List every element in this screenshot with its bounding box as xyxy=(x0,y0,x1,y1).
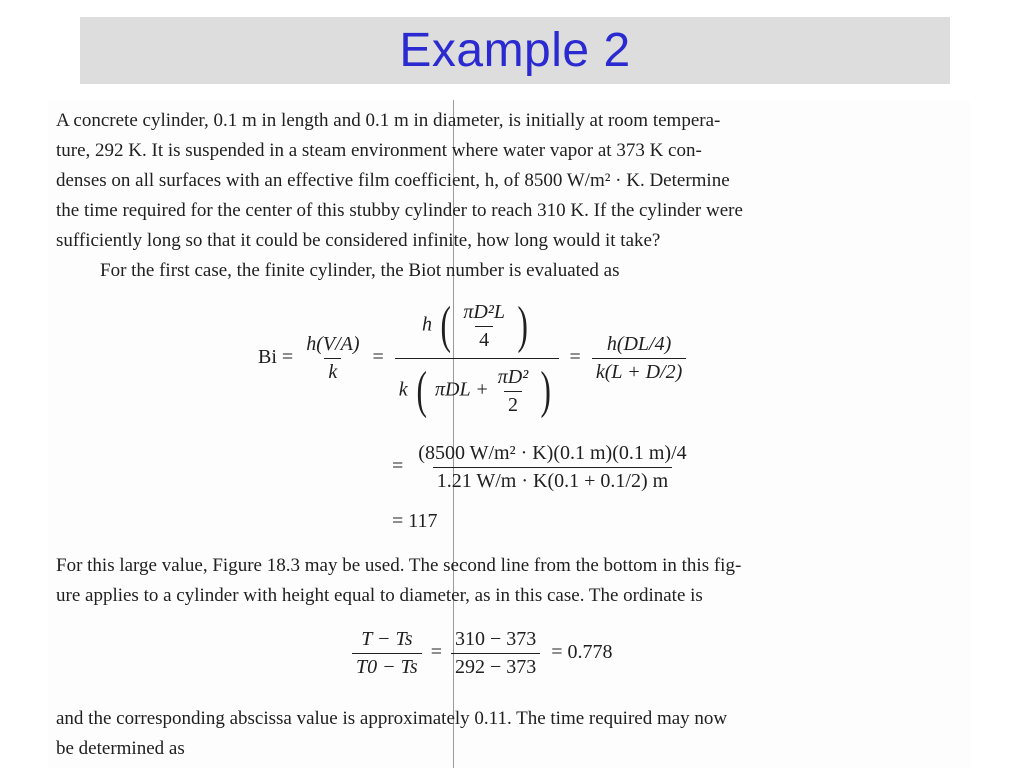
area-inner-fraction xyxy=(494,366,532,417)
ordinate-lhs-den: T0 − Ts xyxy=(352,653,422,679)
conclusion-line: and the corresponding abscissa value is approximately 0.11. The time required may now xyxy=(56,708,728,729)
problem-line: the time required for the center of this stubby cylinder to reach 310 K. If the cylinder were xyxy=(56,200,743,221)
conclusion-line: be determined as xyxy=(56,738,185,759)
equals-sign: = xyxy=(430,641,442,664)
equals-sign: = xyxy=(569,346,581,369)
ordinate-result: = 0.778 xyxy=(551,641,613,664)
k-symbol: k xyxy=(398,378,408,401)
simplified-fraction xyxy=(592,333,686,384)
simplified-den: k(L + D/2) xyxy=(592,358,686,384)
volume-inner-num: πD²L xyxy=(463,300,505,323)
figure-paragraph xyxy=(56,551,961,611)
biot-intro: For the first case, the finite cylinder, the Biot number is evaluated as xyxy=(100,260,620,281)
area-inner-num: πD² xyxy=(497,365,529,388)
problem-statement xyxy=(56,106,961,256)
numeric-num: (8500 W/m² · K)(0.1 m)(0.1 m)/4 xyxy=(418,442,687,464)
bi-fraction xyxy=(302,333,363,384)
equals-sign: = xyxy=(392,455,404,478)
problem-line: denses on all surfaces with an effective film coefficient, h, of 8500 W/m² · K. Determine xyxy=(56,170,730,191)
equals-sign: = xyxy=(372,346,384,369)
numeric-fraction xyxy=(414,442,690,493)
problem-line: ture, 292 K. It is suspended in a steam environment where water vapor at 373 K con- xyxy=(56,140,702,161)
bi-label: Bi = xyxy=(258,346,294,369)
ordinate-equation xyxy=(352,628,613,679)
biot-equation xyxy=(258,297,686,419)
ordinate-rhs-den: 292 − 373 xyxy=(451,653,540,679)
left-paren: ( xyxy=(440,297,451,354)
numeric-equation xyxy=(392,442,691,493)
right-paren: ) xyxy=(540,362,552,419)
figure-line: ure applies to a cylinder with height equal to diameter, as in this case. The ordinate is xyxy=(56,585,703,606)
slide-title-bar xyxy=(80,17,950,84)
figure-line: For this large value, Figure 18.3 may be used. The second line from the bottom in this fig- xyxy=(56,555,742,576)
left-paren: ( xyxy=(416,362,427,419)
conclusion-paragraph xyxy=(56,704,961,764)
bi-denominator: k xyxy=(324,358,341,384)
volume-inner-den: 4 xyxy=(475,326,493,352)
volume-inner-fraction xyxy=(459,301,509,352)
right-paren: ) xyxy=(517,297,528,354)
area-term-text: πDL + xyxy=(435,378,489,401)
ordinate-rhs-num: 310 − 373 xyxy=(454,628,537,650)
area-inner-den: 2 xyxy=(504,391,522,417)
ordinate-rhs xyxy=(451,628,540,679)
area-term xyxy=(395,358,559,417)
ordinate-lhs xyxy=(352,628,422,679)
volume-area-fraction xyxy=(395,297,559,419)
ordinate-lhs-num: T − Ts xyxy=(361,628,413,650)
problem-line: A concrete cylinder, 0.1 m in length and 0.1 m in diameter, is initially at room tempera- xyxy=(56,110,721,131)
slide-title: Example 2 xyxy=(399,24,631,77)
h-symbol: h xyxy=(422,313,433,336)
biot-result: = 117 xyxy=(392,510,438,532)
problem-line: sufficiently long so that it could be considered infinite, how long would it take? xyxy=(56,230,661,251)
volume-term xyxy=(418,297,535,358)
simplified-num: h(DL/4) xyxy=(606,333,672,355)
numeric-den: 1.21 W/m · K(0.1 + 0.1/2) m xyxy=(433,467,672,493)
bi-numerator: h(V/A) xyxy=(306,333,360,355)
